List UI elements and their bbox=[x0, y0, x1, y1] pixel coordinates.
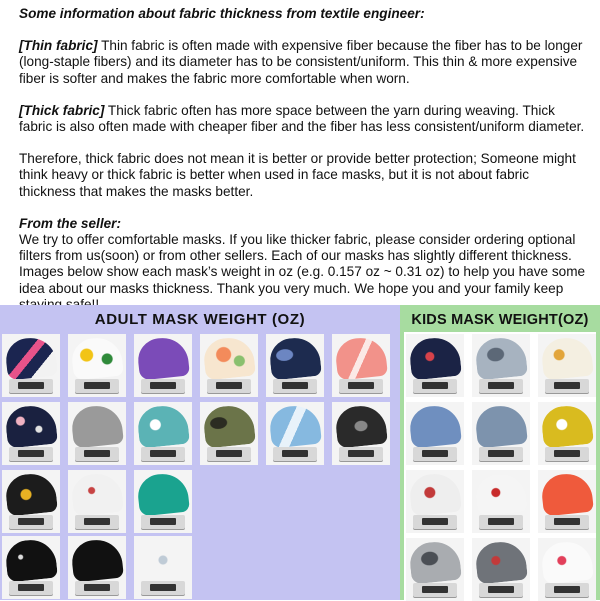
scale-icon bbox=[545, 515, 589, 529]
adult-mask-photo bbox=[266, 334, 324, 397]
mask-fabric bbox=[540, 471, 594, 516]
scale-icon bbox=[479, 379, 523, 393]
intro-heading: Some information about fabric thickness from textile engineer: bbox=[19, 6, 425, 21]
kids-mask-photo bbox=[472, 470, 530, 533]
seller-paragraph bbox=[19, 216, 587, 313]
scale-icon bbox=[141, 447, 185, 461]
thick-fabric-paragraph bbox=[19, 103, 587, 135]
adult-mask-photo bbox=[2, 470, 60, 533]
description-text bbox=[19, 6, 587, 329]
scale-icon bbox=[413, 583, 457, 597]
mask-fabric bbox=[4, 403, 58, 448]
scale-icon bbox=[273, 447, 317, 461]
thin-fabric-paragraph bbox=[19, 38, 587, 87]
adult-mask-photo bbox=[134, 470, 192, 533]
mask-fabric bbox=[474, 403, 528, 448]
kids-panel-title: KIDS MASK WEIGHT(OZ) bbox=[411, 312, 589, 328]
mask-fabric bbox=[4, 335, 58, 380]
kids-mask-photo bbox=[406, 538, 464, 601]
scale-icon bbox=[545, 379, 589, 393]
kids-mask-photo bbox=[538, 402, 596, 465]
mask-fabric bbox=[70, 335, 124, 380]
mask-fabric bbox=[408, 539, 462, 584]
adult-mask-photo bbox=[332, 402, 390, 465]
scale-icon bbox=[75, 447, 119, 461]
scale-icon bbox=[339, 379, 383, 393]
thin-fabric-text: Thin fabric is often made with expensive fiber because the fiber has to be longer (long-staple fibers) and its diameter has to be consistent/uniform. This thin & more expensive fiber is softer and makes the fabric more comfortable when worn. bbox=[19, 38, 583, 86]
scale-icon bbox=[9, 515, 53, 529]
scale-icon bbox=[75, 581, 119, 595]
mask-fabric bbox=[540, 539, 594, 584]
kids-mask-photo bbox=[472, 538, 530, 601]
scale-icon bbox=[207, 447, 251, 461]
adult-mask-photo bbox=[68, 402, 126, 465]
thick-fabric-label: [Thick fabric] bbox=[19, 102, 105, 118]
thin-fabric-label: [Thin fabric] bbox=[19, 38, 98, 54]
mask-fabric bbox=[474, 539, 528, 584]
mask-fabric bbox=[408, 335, 462, 380]
scale-icon bbox=[413, 447, 457, 461]
adult-mask-photo bbox=[200, 334, 258, 397]
kids-mask-photo bbox=[538, 538, 596, 601]
mask-fabric bbox=[202, 335, 256, 380]
scale-icon bbox=[141, 515, 185, 529]
scale-icon bbox=[9, 447, 53, 461]
mask-fabric bbox=[202, 403, 256, 448]
mask-fabric bbox=[4, 471, 58, 516]
kids-mask-photo bbox=[538, 334, 596, 397]
mask-fabric bbox=[334, 403, 388, 448]
scale-icon bbox=[479, 515, 523, 529]
scale-icon bbox=[273, 379, 317, 393]
scale-icon bbox=[9, 581, 53, 595]
kids-mask-photo bbox=[406, 334, 464, 397]
mask-fabric bbox=[540, 403, 594, 448]
thick-fabric-text: Thick fabric often has more space between the yarn during weaving. Thick fabric is also often made with cheaper fiber and the fiber has less consistent/uniform diameter. bbox=[19, 102, 585, 135]
scale-icon bbox=[479, 447, 523, 461]
adult-mask-photo bbox=[134, 334, 192, 397]
mask-fabric bbox=[136, 471, 190, 516]
scale-icon bbox=[339, 447, 383, 461]
mask-fabric bbox=[408, 471, 462, 516]
adult-mask-photo bbox=[200, 402, 258, 465]
scale-icon bbox=[75, 515, 119, 529]
mask-fabric bbox=[70, 403, 124, 448]
adult-mask-photo bbox=[2, 402, 60, 465]
mask-fabric bbox=[136, 335, 190, 380]
mask-fabric bbox=[136, 403, 190, 448]
scale-icon bbox=[545, 447, 589, 461]
adult-mask-photo bbox=[2, 536, 60, 599]
therefore-paragraph: Therefore, thick fabric does not mean it is better or provide better protection; Someone might think heavy or thick fabric is better when used in face masks, but it is not about fabric thickness that makes the masks better. bbox=[19, 151, 576, 199]
kids-mask-photo bbox=[472, 334, 530, 397]
kids-mask-photo bbox=[538, 470, 596, 533]
scale-icon bbox=[413, 515, 457, 529]
adult-panel-title: ADULT MASK WEIGHT (OZ) bbox=[94, 311, 306, 328]
mask-fabric bbox=[268, 335, 322, 380]
mask-fabric bbox=[4, 537, 58, 582]
adult-mask-photo bbox=[68, 470, 126, 533]
mask-fabric bbox=[540, 335, 594, 380]
scale-icon bbox=[479, 583, 523, 597]
scale-icon bbox=[545, 583, 589, 597]
mask-fabric bbox=[334, 335, 388, 380]
adult-mask-photo bbox=[134, 536, 192, 599]
mask-fabric bbox=[136, 537, 190, 582]
mask-fabric bbox=[474, 335, 528, 380]
adult-mask-photo bbox=[68, 334, 126, 397]
scale-icon bbox=[207, 379, 251, 393]
adult-mask-photo bbox=[2, 334, 60, 397]
scale-icon bbox=[141, 581, 185, 595]
scale-icon bbox=[141, 379, 185, 393]
seller-text: We try to offer comfortable masks. If you like thicker fabric, please consider ordering optional filters from us(soon) or from other sellers. Each of our masks has slightly different thickness. Images below show each mask’s weight in oz (e.g. 0.157 oz ~ 0.31 oz) to help you have some idea about our masks thickness. Thank you very much. We hope you and your family keep bbox=[19, 232, 586, 296]
mask-fabric bbox=[408, 403, 462, 448]
kids-mask-photo bbox=[406, 402, 464, 465]
adult-mask-photo bbox=[134, 402, 192, 465]
mask-fabric bbox=[70, 537, 124, 582]
kids-mask-photo bbox=[406, 470, 464, 533]
adult-mask-photo bbox=[68, 536, 126, 599]
scale-icon bbox=[9, 379, 53, 393]
mask-fabric bbox=[268, 403, 322, 448]
mask-fabric bbox=[474, 471, 528, 516]
adult-mask-photo bbox=[266, 402, 324, 465]
scale-icon bbox=[75, 379, 119, 393]
scale-icon bbox=[413, 379, 457, 393]
seller-label: From the seller: bbox=[19, 215, 121, 231]
kids-mask-photo bbox=[472, 402, 530, 465]
adult-mask-photo bbox=[332, 334, 390, 397]
mask-fabric bbox=[70, 471, 124, 516]
